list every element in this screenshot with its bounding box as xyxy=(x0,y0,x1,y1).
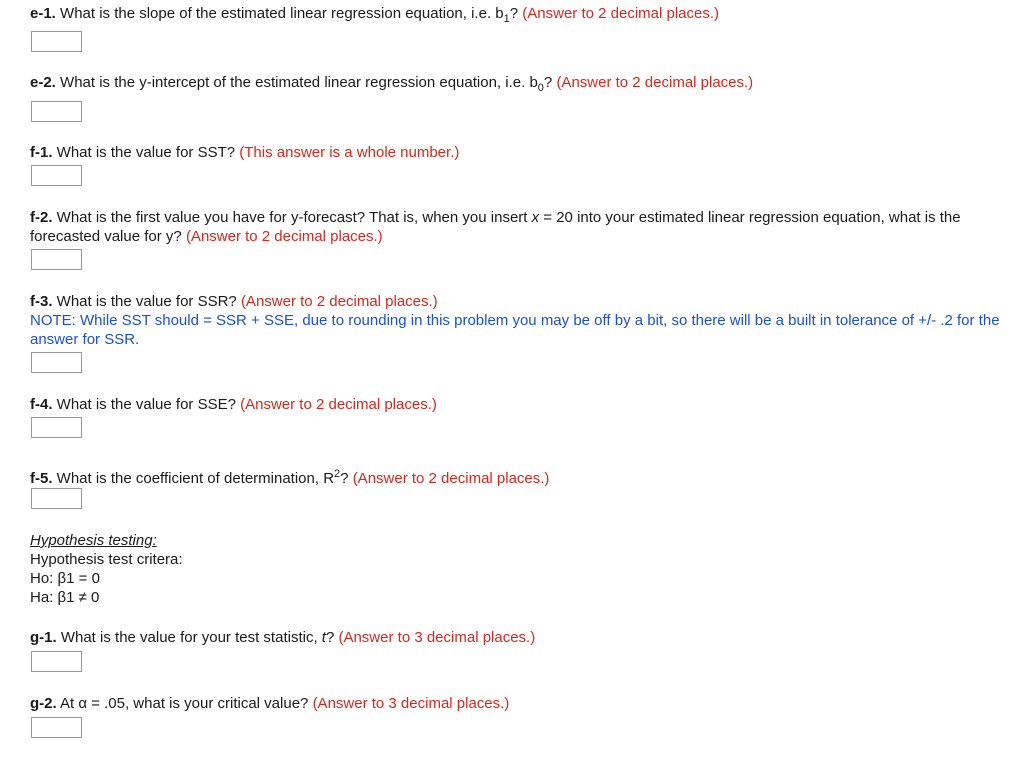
alternative-hypothesis: Ha: β1 ≠ 0 xyxy=(30,589,100,606)
answer-input-g1[interactable] xyxy=(31,651,82,672)
question-text: What is the value for SSR? xyxy=(56,293,237,310)
question-label: f-3. xyxy=(30,293,53,310)
question-text: What is the coefficient of determination, R xyxy=(56,470,335,487)
superscript: 2 xyxy=(334,468,341,480)
variable: x xyxy=(531,209,540,226)
question-tail: ? xyxy=(340,470,349,487)
question-text: What is the slope of the estimated linear regression equation, i.e. b xyxy=(60,5,504,22)
question-e1 xyxy=(30,4,1020,29)
answer-input-f3[interactable] xyxy=(31,352,82,373)
question-text: What is the value for SSE? xyxy=(56,396,236,413)
question-text: What is the first value you have for y-forecast? That is, when you insert xyxy=(56,209,532,226)
subscript: 0 xyxy=(537,82,544,94)
question-tail: ? xyxy=(509,5,519,22)
answer-hint: (Answer to 3 decimal places.) xyxy=(338,629,536,646)
question-e2 xyxy=(30,73,1020,98)
question-f5 xyxy=(30,465,1020,488)
answer-input-f5[interactable] xyxy=(31,488,82,509)
question-label: e-1. xyxy=(30,5,56,22)
subscript: 1 xyxy=(503,13,510,25)
answer-input-f4[interactable] xyxy=(31,417,82,438)
hypothesis-criteria: Hypothesis test critera: xyxy=(30,551,183,568)
question-tail: ? xyxy=(325,629,335,646)
tolerance-note: NOTE: While SST should = SSR + SSE, due to rounding in this problem you may be off by a bit, so there will be a built in tolerance of +/- .2 for the answer for SSR. xyxy=(30,312,1000,348)
answer-hint: (Answer to 2 decimal places.) xyxy=(352,470,550,487)
question-text: What is the value for your test statistic, xyxy=(60,629,322,646)
answer-hint: (This answer is a whole number.) xyxy=(239,144,460,161)
answer-input-f2[interactable] xyxy=(31,249,82,270)
question-label: f-1. xyxy=(30,144,53,161)
question-label: g-2. xyxy=(30,695,57,712)
question-tail: ? xyxy=(543,74,553,91)
answer-input-e1[interactable] xyxy=(31,31,82,52)
question-label: g-1. xyxy=(30,629,57,646)
variable: t xyxy=(321,629,326,646)
answer-input-e2[interactable] xyxy=(31,101,82,122)
answer-hint: (Answer to 2 decimal places.) xyxy=(240,293,438,310)
answer-hint: (Answer to 3 decimal places.) xyxy=(312,695,510,712)
question-f3 xyxy=(30,292,1020,349)
question-g2 xyxy=(30,694,1020,713)
question-label: e-2. xyxy=(30,74,56,91)
question-f1 xyxy=(30,143,1020,162)
null-hypothesis: Ho: β1 = 0 xyxy=(30,570,100,587)
question-text: What is the value for SST? xyxy=(56,144,236,161)
answer-hint: (Answer to 2 decimal places.) xyxy=(240,396,437,413)
answer-input-f1[interactable] xyxy=(31,165,82,186)
hypothesis-heading: Hypothesis testing: xyxy=(30,532,157,549)
question-label: f-5. xyxy=(30,470,53,487)
question-f4 xyxy=(30,395,1020,414)
question-f2 xyxy=(30,208,1020,246)
question-text-cont: = 20 into your estimated linear regression equation, what is the forecasted value for y? xyxy=(30,209,961,245)
answer-hint: (Answer to 2 decimal places.) xyxy=(556,74,754,91)
question-label: f-2. xyxy=(30,209,53,226)
hypothesis-section xyxy=(30,531,1020,607)
question-text: What is the y-intercept of the estimated linear regression equation, i.e. b xyxy=(60,74,538,91)
answer-input-g2[interactable] xyxy=(31,717,82,738)
question-text: At α = .05, what is your critical value? xyxy=(60,695,309,712)
answer-hint: (Answer to 2 decimal places.) xyxy=(185,228,383,245)
question-label: f-4. xyxy=(30,396,53,413)
answer-hint: (Answer to 2 decimal places.) xyxy=(522,5,720,22)
question-g1 xyxy=(30,628,1020,647)
